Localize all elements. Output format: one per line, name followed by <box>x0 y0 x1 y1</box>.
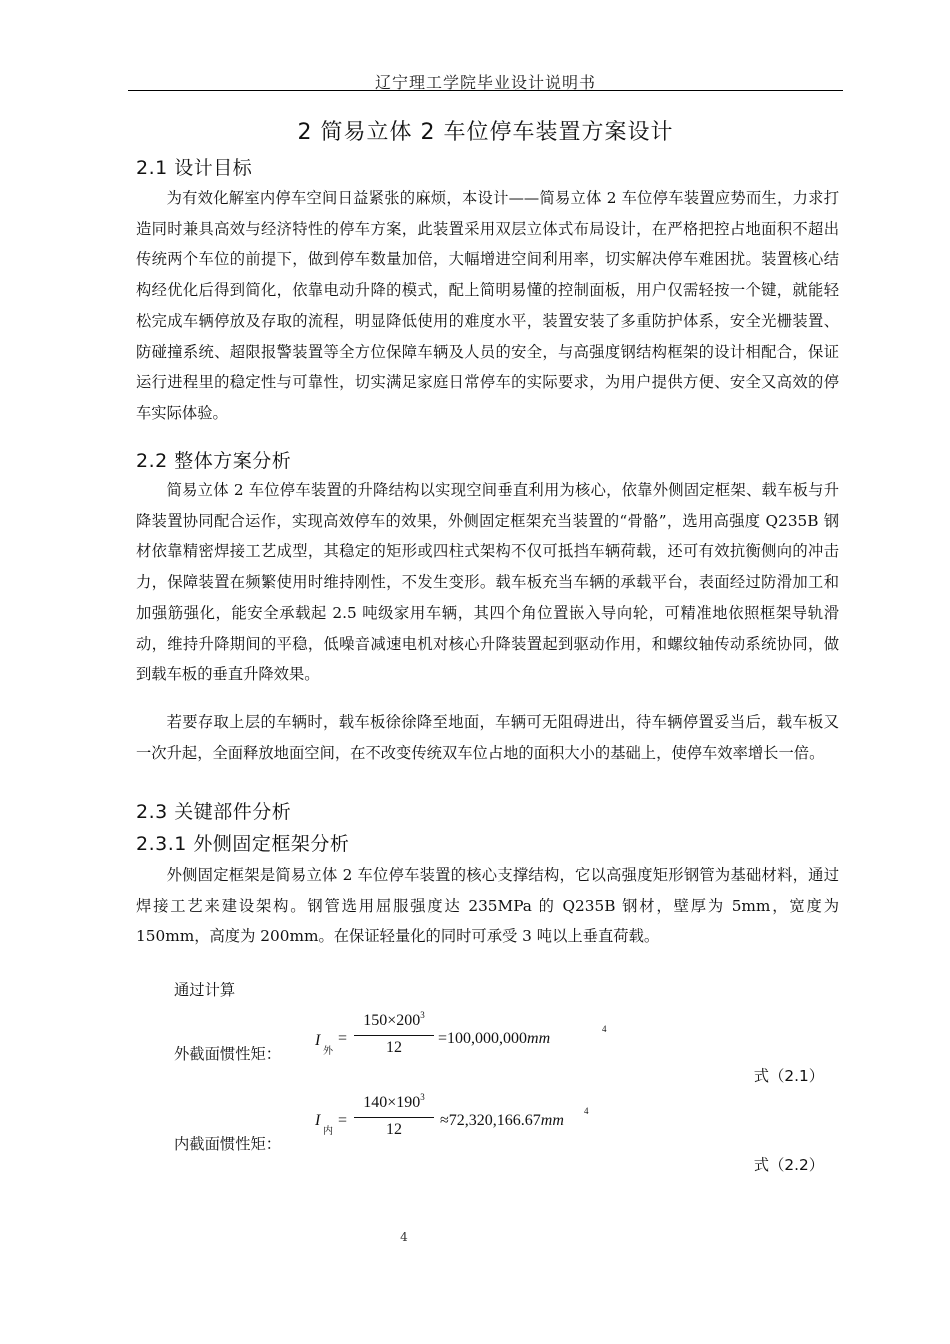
equation-number: 式（2.1） <box>753 1067 824 1085</box>
equation-equals: = <box>338 1030 348 1047</box>
unit-exponent: 4 <box>602 1024 607 1034</box>
fraction-denominator: 12 <box>386 1121 402 1138</box>
section-heading-2-3: 2.3 关键部件分析 <box>136 801 292 823</box>
equation-label: 外截面惯性矩： <box>174 1045 282 1063</box>
equation-number: 式（2.2） <box>753 1156 824 1174</box>
equation-equals: = <box>338 1112 348 1129</box>
paragraph-overall-analysis-1: 简易立体 2 车位停车装置的升降结构以实现空间垂直利用为核心，依靠外侧固定框架、载车板与升降装置协同配合运作，实现高效停车的效果，外侧固定框架充当装置的“骨骼”，选用高强度 Q235B 钢材依靠精密焊接工艺成型，其稳定的矩形或四柱式架构不仅可抵挡车辆荷载，还可有效抗衡侧向的冲击力，保障装置在频繁使用时维持刚性，不发生变形。载车板充当车辆的承载平台，表面经过防滑加工和加强筋强化，能安全承载起 2.5 吨级家用车辆，其四个角位置嵌入导向轮，可精准地依照框架导轨滑动，维持升降期间的平稳，低噪音减速电机对核心升降装置起到驱动作用，和螺纹轴传动系统协同，做到载车板的垂直升降效果。 <box>136 481 839 684</box>
header-rule <box>128 90 843 91</box>
paragraph-overall-analysis-2: 若要存取上层的车辆时，载车板徐徐降至地面，车辆可无阻碍进出，待车辆停置妥当后，载车板又一次升起，全面释放地面空间，在不改变传统双车位占地的面积大小的基础上，使停车效率增长一倍。 <box>136 713 839 762</box>
equation-inner-inertia <box>310 1092 630 1160</box>
running-header: 辽宁理工学院毕业设计说明书 <box>374 73 596 92</box>
unit-exponent: 4 <box>584 1106 589 1116</box>
paragraph-frame-analysis: 外侧固定框架是简易立体 2 车位停车装置的核心支撑结构，它以高强度矩形钢管为基础材料，通过焊接工艺来建设架构。钢管选用屈服强度达 235MPa 的 Q235B 钢材，壁厚为 5mm，宽度为 150mm，高度为 200mm。在保证轻量化的同时可承受 3 吨以上垂直荷载。 <box>136 866 839 946</box>
equation-outer-inertia <box>310 1010 630 1070</box>
fraction-numerator: $140\times 190^3$ <box>363 1092 425 1111</box>
fraction-bar <box>354 1035 434 1036</box>
section-heading-2-3-1: 2.3.1 外侧固定框架分析 <box>136 833 350 855</box>
equation-subscript: 内 <box>323 1126 333 1137</box>
equation-symbol: I <box>315 1032 321 1049</box>
section-heading-2-1: 2.1 设计目标 <box>136 157 253 179</box>
equation-result: ≈72,320,166.67mm <box>440 1112 564 1129</box>
paragraph-design-goal: 为有效化解室内停车空间日益紧张的麻烦，本设计——简易立体 2 车位停车装置应势而生，力求打造同时兼具高效与经济特性的停车方案，此装置采用双层立体式布局设计，在严格把控占地面积不超出传统两个车位的前提下，做到停车数量加倍，大幅增进空间利用率，切实解决停车难困扰。装置核心结构经优化后得到简化，依靠电动升降的模式，配上简明易懂的控制面板，用户仅需轻按一个键，就能轻松完成车辆停放及存取的流程，明显降低使用的难度水平，装置安装了多重防护体系，安全光栅装置、防碰撞系统、超限报警装置等全方位保障车辆及人员的安全，与高强度钢结构框架的设计相配合，保证运行进程里的稳定性与可靠性，切实满足家庭日常停车的实际要求，为用户提供方便、安全又高效的停车实际体验。 <box>136 189 839 422</box>
page-number: 4 <box>400 1230 408 1244</box>
calculation-lead: 通过计算 <box>174 981 236 999</box>
chapter-title: 2 简易立体 2 车位停车装置方案设计 <box>297 120 674 145</box>
fraction-denominator: 12 <box>386 1039 402 1056</box>
equation-subscript: 外 <box>323 1046 333 1057</box>
equation-label: 内截面惯性矩： <box>174 1135 282 1153</box>
equation-result: =100,000,000mm <box>438 1030 551 1047</box>
fraction-numerator: $150\times 200^3$ <box>363 1010 425 1029</box>
equation-symbol: I <box>315 1112 321 1129</box>
section-heading-2-2: 2.2 整体方案分析 <box>136 450 292 472</box>
fraction-bar <box>354 1117 434 1118</box>
